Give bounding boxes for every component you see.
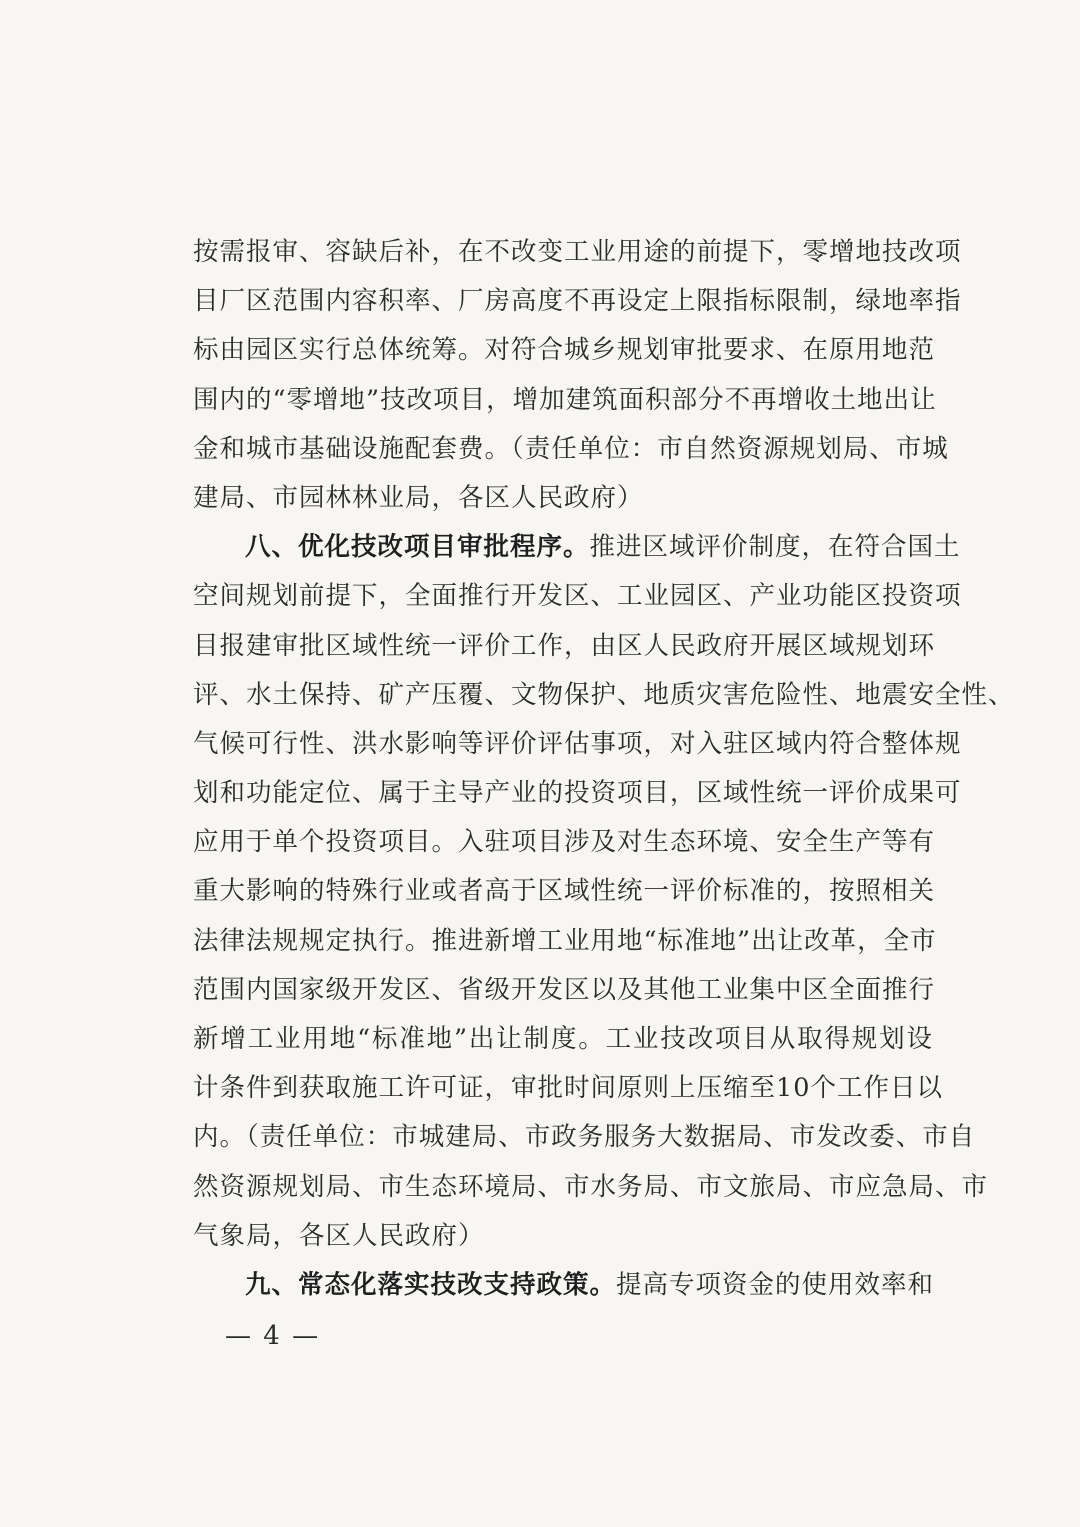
text-line: 内。（责任单位：市城建局、市政务服务大数据局、市发改委、市自: [193, 1122, 976, 1153]
section-8-first-line-text: 推进区域评价制度，在符合国土: [589, 532, 961, 563]
text-line: 划和功能定位、属于主导产业的投资项目，区域性统一评价成果可: [193, 778, 962, 809]
section-9-first-line: [193, 1261, 933, 1310]
text-line: 金和城市基础设施配套费。（责任单位：市自然资源规划局、市城: [193, 433, 949, 464]
text-line: 气象局，各区人民政府）: [193, 1220, 485, 1251]
text-line: 应用于单个投资项目。入驻项目涉及对生态环境、安全生产等有: [193, 827, 936, 858]
body-text: [193, 228, 1015, 1310]
text-line: 范围内国家级开发区、省级开发区以及其他工业集中区全面推行: [193, 974, 936, 1005]
text-line: 气候可行性、洪水影响等评价评估事项，对入驻区域内符合整体规: [193, 728, 962, 759]
text-line: 按需报审、容缺后补，在不改变工业用途的前提下，零增地技改项: [193, 237, 962, 267]
text-line: 标由园区实行总体统筹。对符合城乡规划审批要求、在原用地范: [193, 335, 936, 366]
section-8-first-line: [193, 523, 961, 572]
section-9-first-line-text: 提高专项资金的使用效率和: [616, 1269, 935, 1300]
text-line: 评、水土保持、矿产压覆、文物保护、地质灾害危险性、地震安全性、: [193, 679, 1015, 710]
page-number: — 4 —: [225, 1321, 321, 1351]
text-line: 然资源规划局、市生态环境局、市水务局、市文旅局、市应急局、市: [193, 1171, 989, 1202]
text-line: 重大影响的特殊行业或者高于区域性统一评价标准的，按照相关: [193, 876, 936, 907]
text-line: 新增工业用地“标准地”出让制度。工业技改项目从取得规划设: [193, 1024, 933, 1054]
text-line: 建局、市园林林业局，各区人民政府）: [193, 482, 644, 513]
text-line: 目厂区范围内容积率、厂房高度不再设定上限指标限制，绿地率指: [193, 286, 962, 317]
text-line: 围内的“零增地”技改项目，增加建筑面积部分不再增收土地出让: [193, 384, 937, 415]
text-line: 目报建审批区域性统一评价工作，由区人民政府开展区域规划环: [193, 630, 936, 661]
text-line: 法律法规规定执行。推进新增工业用地“标准地”出让改革，全市: [193, 925, 937, 956]
section-9-heading: 九、常态化落实技改支持政策。: [245, 1269, 617, 1300]
section-8-heading: 八、优化技改项目审批程序。: [245, 532, 590, 563]
text-line: 空间规划前提下，全面推行开发区、工业园区、产业功能区投资项: [193, 581, 962, 612]
text-line: 计条件到获取施工许可证，审批时间原则上压缩至10个工作日以: [193, 1073, 943, 1104]
